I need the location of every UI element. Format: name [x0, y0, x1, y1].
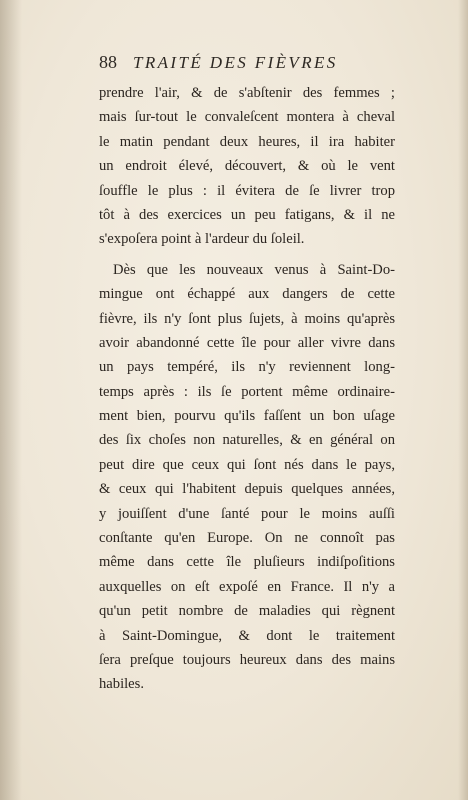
text-line: ment bien, pourvu qu'ils faſſent un bon uſage	[99, 408, 395, 425]
text-line: mais ſur-tout le convaleſcent montera à cheval	[99, 109, 395, 126]
text-line: avoir abandonné cette île pour aller vivre dans	[99, 334, 395, 351]
text-line: Dès que les nouveaux venus à Saint-Do-	[113, 261, 395, 278]
text-line: un pays tempéré, ils n'y reviennent long-	[99, 359, 395, 376]
text-line: un endroit élevé, découvert, & où le vent	[99, 158, 395, 175]
text-line: y jouiſſent d'une ſanté pour le moins auſſi	[99, 505, 395, 522]
paragraph-1	[99, 81, 395, 252]
text-line: auxquelles on eſt expoſé en France. Il n'y a	[99, 578, 395, 595]
text-line: ſera preſque toujours heureux dans des mains	[99, 651, 395, 668]
text-line: le matin pendant deux heures, il ira habiter	[99, 133, 395, 150]
text-line: fièvre, ils n'y ſont plus ſujets, à moins qu'après	[99, 310, 395, 327]
running-header	[99, 52, 399, 78]
text-line: & ceux qui l'habitent depuis quelques années,	[99, 481, 395, 498]
text-line: tôt à des exercices un peu fatigans, & il ne	[99, 206, 395, 223]
text-line: s'expoſera point à l'ardeur du ſoleil.	[99, 231, 305, 248]
running-title: TRAITÉ DES FIÈVRES	[133, 53, 338, 72]
body-text	[99, 81, 395, 697]
text-line: prendre l'air, & de s'abſtenir des femmes ;	[99, 85, 395, 101]
text-line: ſouffle le plus : il évitera de ſe livrer trop	[99, 182, 395, 199]
page-number: 88	[99, 52, 117, 72]
text-line: des ſix choſes non naturelles, & en général on	[99, 432, 395, 449]
text-line: qu'un petit nombre de maladies qui règnent	[99, 603, 395, 620]
text-line: conſtante qu'en Europe. On ne connoît pas	[99, 530, 395, 547]
text-line: temps après : ils ſe portent même ordinaire-	[99, 383, 395, 400]
text-line: même dans cette île pluſieurs indiſpoſitions	[99, 554, 395, 571]
text-line: habiles.	[99, 676, 144, 693]
text-line: peut dire que ceux qui ſont nés dans le pays,	[99, 456, 395, 473]
paragraph-2	[99, 258, 395, 697]
text-line: à Saint-Domingue, & dont le traitement	[99, 627, 395, 644]
text-line: mingue ont échappé aux dangers de cette	[99, 286, 395, 303]
